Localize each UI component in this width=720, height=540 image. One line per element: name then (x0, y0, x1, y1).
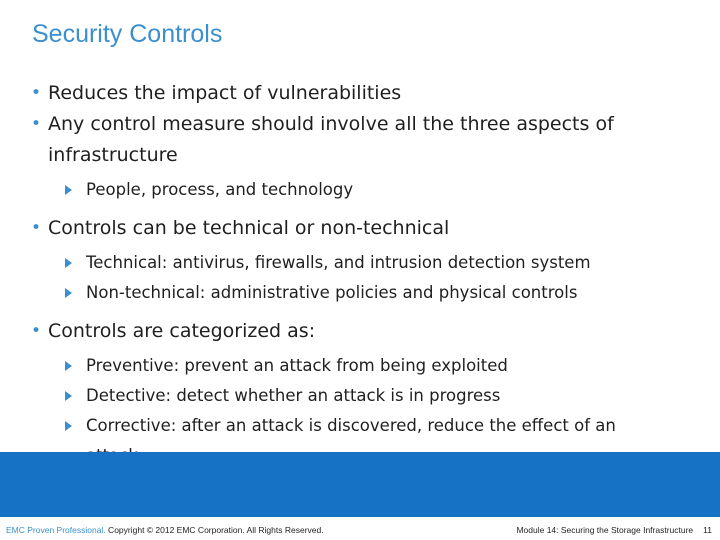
bullet-dot-icon: • (31, 83, 42, 103)
footer-brand: EMC Proven Professional. (6, 525, 106, 535)
arrow-icon (65, 421, 72, 431)
bullet-text: Controls are categorized as: (48, 320, 316, 342)
bullet-item (30, 213, 670, 244)
arrow-icon (65, 361, 72, 371)
sub-bullet-text: People, process, and technology (86, 180, 354, 199)
sub-bullet-item (30, 351, 670, 381)
bullet-text: Reduces the impact of vulnerabilities (48, 82, 402, 104)
sub-bullet-item (30, 278, 670, 308)
sub-bullet-item (30, 248, 670, 278)
bullet-dot-icon: • (31, 321, 42, 341)
sub-bullet-text: Preventive: prevent an attack from being exploited (86, 356, 508, 375)
footer-copyright-text: Copyright © 2012 EMC Corporation. All Rights Reserved. (105, 525, 324, 535)
arrow-icon (65, 185, 72, 195)
bullet-text: Controls can be technical or non-technical (48, 217, 450, 239)
bullet-text: Any control measure should involve all the three aspects of (48, 113, 614, 135)
sub-bullet-text: Detective: detect whether an attack is in progress (86, 386, 501, 405)
bullet-item (30, 316, 670, 347)
bullet-item (30, 78, 670, 109)
arrow-icon (65, 391, 72, 401)
page-number: 11 (703, 525, 712, 535)
arrow-icon (65, 258, 72, 268)
bullet-list (30, 78, 670, 471)
sub-bullet-item (30, 381, 670, 411)
footer-copyright (6, 525, 324, 535)
arrow-icon (65, 288, 72, 298)
slide-title: Security Controls (32, 20, 223, 48)
sub-bullet-item (30, 175, 670, 205)
sub-bullet-text: Technical: antivirus, firewalls, and intrusion detection system (86, 253, 591, 272)
sub-bullet-text: Corrective: after an attack is discovered, reduce the effect of an (86, 416, 616, 435)
bullet-dot-icon: • (31, 218, 42, 238)
bullet-item (30, 109, 670, 171)
sub-bullet-text: Non-technical: administrative policies and physical controls (86, 283, 578, 302)
bullet-dot-icon: • (31, 114, 42, 134)
footer-module-info (516, 525, 712, 535)
bullet-text-continuation: infrastructure (48, 144, 178, 166)
footer-module-title: Module 14: Securing the Storage Infrastructure (516, 525, 694, 535)
